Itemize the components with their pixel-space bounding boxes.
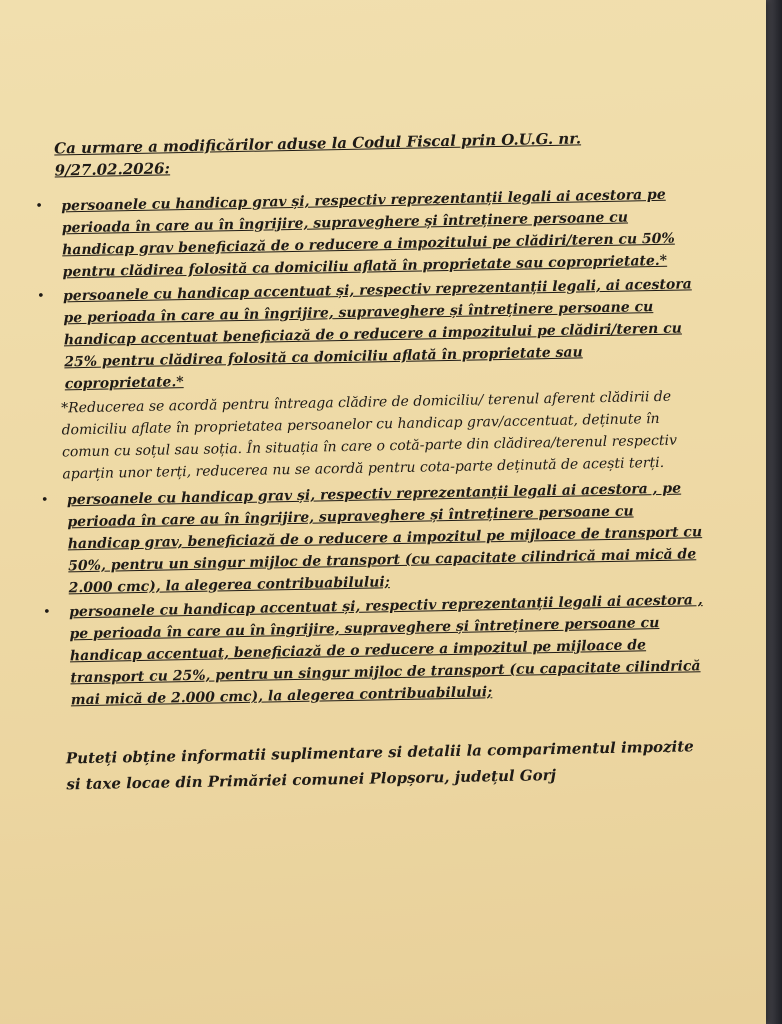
bullet-icon: • xyxy=(35,198,44,214)
document-body xyxy=(30,125,713,813)
footnote: *Reducerea se acordă pentru întreaga clădire de domiciliu/ terenul aferent clădirii de domiciliu aflate în proprietatea persoanelor cu handicap grav/accentuat, deținute în comun cu soțul sau soția. În situația în care o cotă-parte din clădirea/terenul respectiv aparțin unor terți, reducerea nu se acordă pentru cota-parte deținută de acești terți. xyxy=(61,388,678,483)
bullet-icon: • xyxy=(42,604,51,620)
document-heading: Ca urmare a modificărilor aduse la Codul Fiscal prin O.U.G. nr. 9/27.02.2026: xyxy=(54,129,582,180)
list-item xyxy=(33,273,705,396)
reduction-list-vehicles xyxy=(37,477,711,712)
background-edge xyxy=(766,0,782,1024)
bullet-icon: • xyxy=(40,492,49,508)
contact-info: Puteți obține informatii suplimentare si detalii la comparimentul impozite si taxe locae din Primăriei comunei Plopșoru, județul Gorj xyxy=(65,737,694,794)
list-item-text: persoanele cu handicap accentuat și, respectiv reprezentanții legali ai acestora , pe perioada în care au în îngrijire, supraveghere și întreținere persoane cu handicap accentuat, beneficiază de o reducere a impozitul pe mijloace de transport cu 25%, pentru un singur mijloc de transport (cu capacitate cilindrică mai mică de 2.000 cmc), la alegerea contribuabilului; xyxy=(68,592,703,709)
list-item-text: persoanele cu handicap accentuat și, respectiv reprezentanții legali, ai acestora pe perioada în care au în îngrijire, supraveghere și întreținere persoane cu handicap accentuat beneficiază de o reducere a impozitului pe clădiri/teren cu 25% pentru clădirea folosită ca domiciliu aflată în proprietate sau coproprietate.* xyxy=(62,276,692,393)
list-item-text: persoanele cu handicap grav și, respectiv reprezentanții legali ai acestora pe perioada în care au în îngrijire, supraveghere și întreținere persoane cu handicap grav beneficiază de o reducere a impozitului pe clădiri/teren cu 50% pentru clădirea folosită ca domiciliu aflată în proprietate sau coproprietate.* xyxy=(61,186,675,281)
bullet-icon: • xyxy=(36,288,45,304)
reduction-list-buildings xyxy=(31,183,705,396)
list-item xyxy=(37,477,709,600)
list-item xyxy=(39,589,711,712)
list-item-text: persoanele cu handicap grav și, respectiv reprezentanții legali ai acestora , pe perioada în care au în îngrijire, supraveghere și întreținere persoane cu handicap grav, beneficiază de o reducere a impozitul pe mijloace de transport cu 50%, pentru un singur mijloc de transport (cu capacitate cilindrică mai mică de 2.000 cmc), la alegerea contribuabilului; xyxy=(66,480,703,597)
list-item xyxy=(31,183,703,284)
